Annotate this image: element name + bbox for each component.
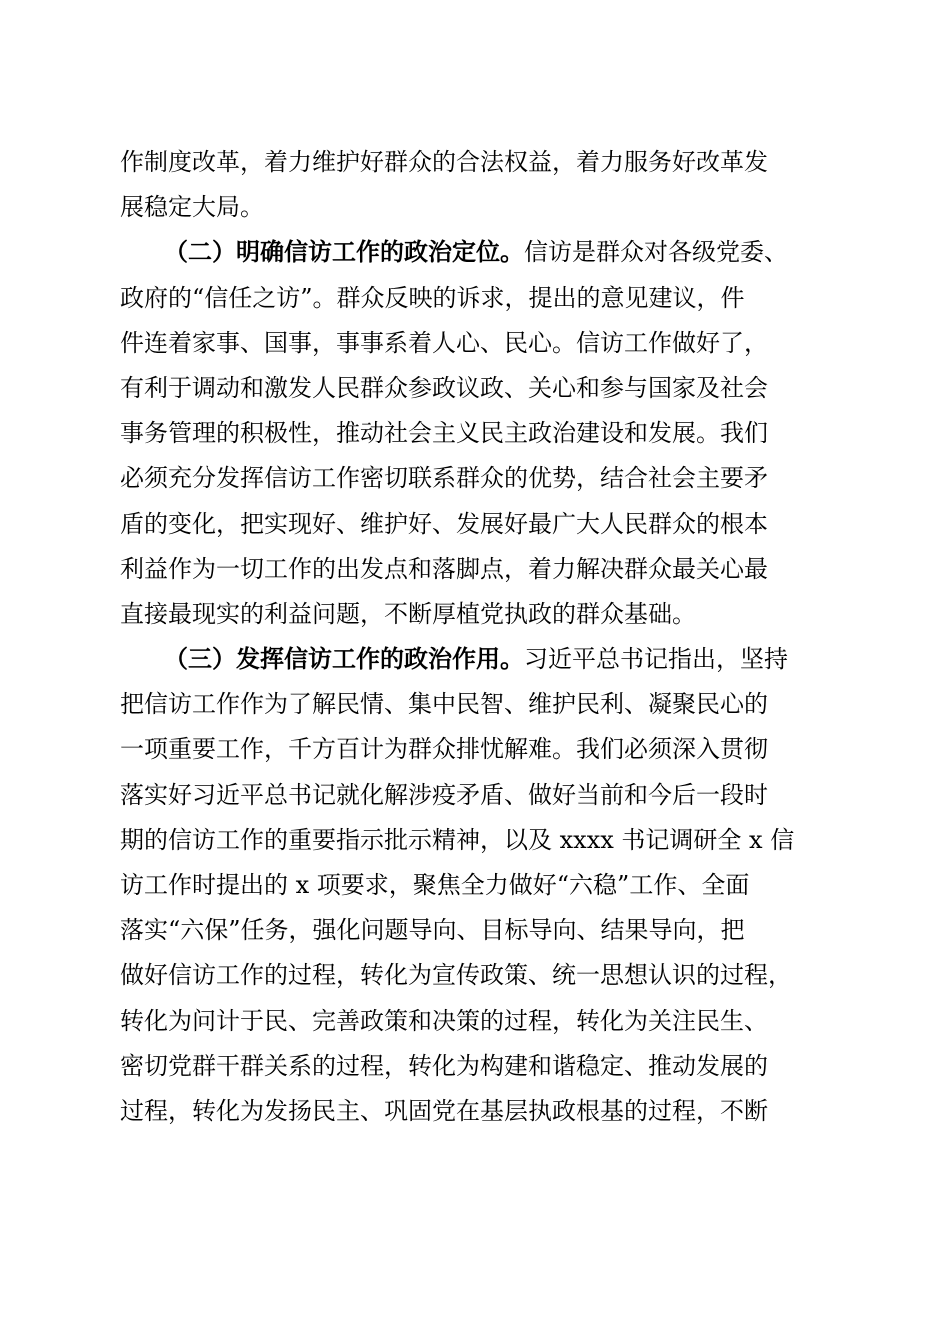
paragraph-3-line: 做好信访工作的过程，转化为宣传政策、统一思想认识的过程， — [120, 961, 792, 990]
paragraph-3-line: 密切党群干群关系的过程，转化为构建和谐稳定、推动发展的 — [120, 1051, 768, 1080]
paragraph-3-line: 访工作时提出的 x 项要求，聚焦全力做好“六稳”工作、全面 — [120, 871, 750, 899]
paragraph-1-line: 展稳定大局。 — [120, 193, 264, 222]
body-text — [120, 140, 835, 1134]
paragraph-2-line: 必须充分发挥信访工作密切联系群众的优势，结合社会主要矛 — [120, 464, 768, 493]
paragraph-2-first-line — [120, 230, 835, 275]
paragraph-3-line: 把信访工作作为了解民情、集中民智、维护民利、凝聚民心的 — [120, 690, 768, 719]
paragraph-2-line: 件连着家事、国事，事事系着人心、民心。信访工作做好了， — [120, 328, 768, 357]
paragraph-3-first-line-text: 习近平总书记指出，坚持 — [524, 645, 788, 674]
paragraph-3-line: 落实“六保”任务，强化问题导向、目标导向、结果导向，把 — [120, 916, 745, 945]
paragraph-3-line: 一项重要工作，千方百计为群众排忧解难。我们必须深入贯彻 — [120, 735, 768, 764]
paragraph-3-first-line — [120, 637, 835, 682]
paragraph-3-line: 落实好习近平总书记就化解涉疫矛盾、做好当前和今后一段时 — [120, 780, 768, 809]
paragraph-2-line: 有利于调动和激发人民群众参政议政、关心和参与国家及社会 — [120, 373, 768, 402]
paragraph-2-line: 政府的“信任之访”。群众反映的诉求，提出的意见建议，件 — [120, 283, 745, 312]
paragraph-3-line: 期的信访工作的重要指示批示精神，以及 xxxx 书记调研全 x 信 — [120, 825, 795, 854]
paragraph-3-line: 转化为问计于民、完善政策和决策的过程，转化为关注民生、 — [120, 1006, 768, 1035]
paragraph-2-line: 利益作为一切工作的出发点和落脚点，着力解决群众最关心最 — [120, 554, 768, 583]
paragraph-2-line: 盾的变化，把实现好、维护好、发展好最广大人民群众的根本 — [120, 509, 768, 538]
paragraph-2-line: 事务管理的积极性，推动社会主义民主政治建设和发展。我们 — [120, 419, 768, 448]
paragraph-2-heading: （二）明确信访工作的政治定位。 — [164, 238, 524, 267]
paragraph-3-line: 过程，转化为发扬民主、巩固党在基层执政根基的过程，不断 — [120, 1096, 768, 1125]
paragraph-1-line: 作制度改革，着力维护好群众的合法权益，着力服务好改革发 — [120, 148, 768, 176]
paragraph-2-first-line-text: 信访是群众对各级党委、 — [524, 238, 788, 267]
paragraph-3-heading: （三）发挥信访工作的政治作用。 — [164, 645, 524, 674]
paragraph-2-line: 直接最现实的利益问题，不断厚植党执政的群众基础。 — [120, 599, 696, 628]
